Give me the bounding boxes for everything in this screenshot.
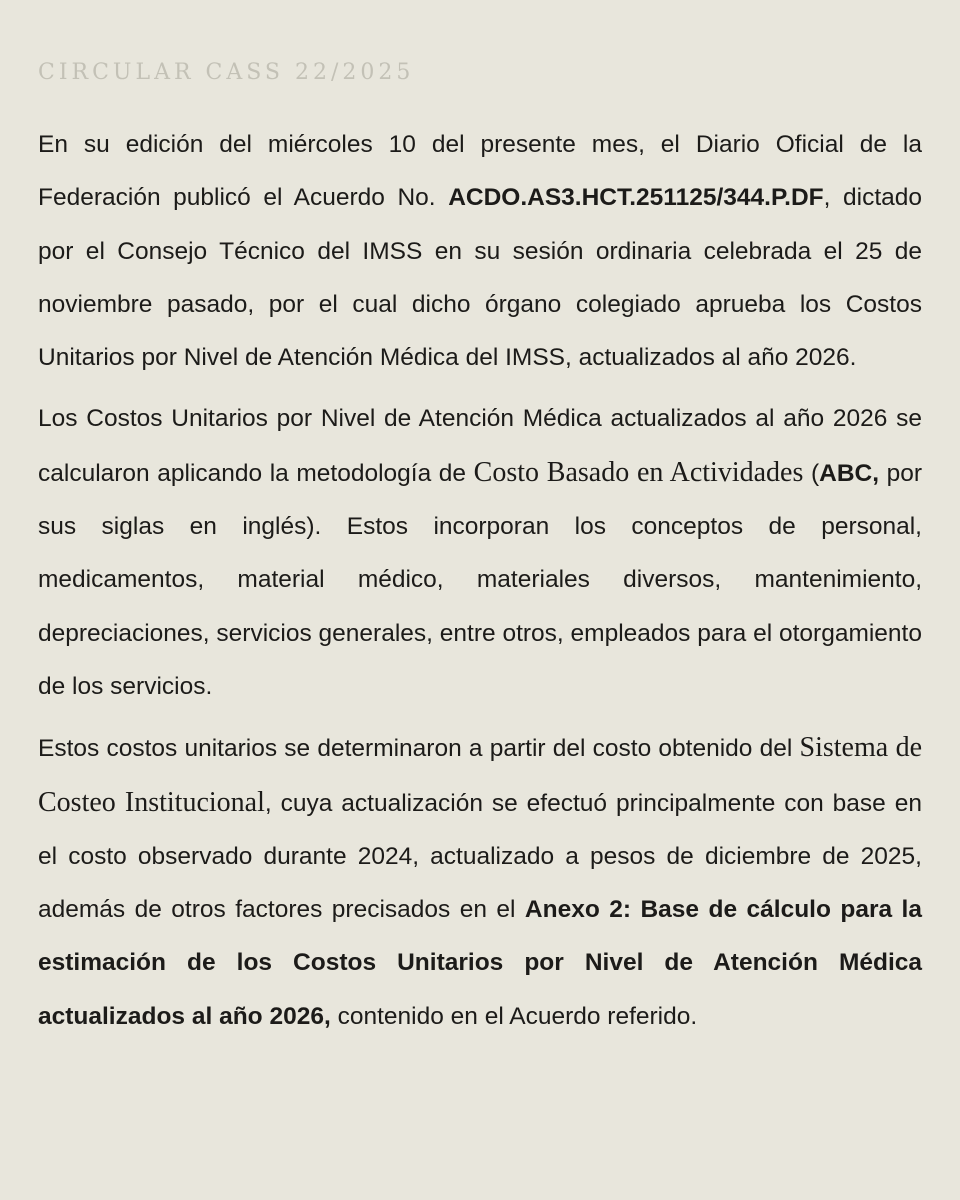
costing-system-name: Sistema de Costeo Institucional xyxy=(38,732,922,818)
methodology-name: Costo Basado en Actividades xyxy=(473,456,804,488)
paragraph-3-text-2: , cuya actualización se efectuó principalmente con base en el costo observado durante 2024, actualizado a pesos de diciembre de 2025, además de otros factores precisados en el xyxy=(38,789,922,924)
paragraph-3-text-1: Estos costos unitarios se determinaron a partir del costo obtenido del xyxy=(38,735,800,763)
agreement-number: ACDO.AS3.HCT.251125/344.P.DF xyxy=(448,184,824,212)
paragraph-1 xyxy=(38,118,922,384)
annex-2-title: Anexo 2: Base de cálculo para la estimación de los Costos Unitarios por Nivel de Atención Médica actualizados al año 2026, xyxy=(38,896,922,1030)
paragraph-2-text-3: por sus siglas en inglés). Estos incorporan los conceptos de personal, medicamentos, material médico, materiales diversos, mantenimiento, depreciaciones, servicios generales, entre otros, empleados para el otorgamiento de los servicios. xyxy=(38,459,923,700)
paragraph-2-text-2: ( xyxy=(803,459,820,487)
paragraph-2 xyxy=(38,392,922,713)
paragraph-1-text-2: , dictado por el Consejo Técnico del IMSS en su sesión ordinaria celebrada el 25 de noviembre pasado, por el cual dicho órgano colegiado aprueba los Costos Unitarios por Nivel de Atención Médica del IMSS, actualizados al año 2026. xyxy=(38,184,922,372)
document-body xyxy=(38,118,922,1043)
abc-acronym: ABC, xyxy=(819,459,880,487)
circular-heading: CIRCULAR CASS 22/2025 xyxy=(38,60,415,85)
paragraph-3-text-3: contenido en el Acuerdo referido. xyxy=(330,1002,698,1030)
paragraph-2-text-1: Los Costos Unitarios por Nivel de Atención Médica actualizados al año 2026 se calcularon aplicando la metodología de xyxy=(38,405,922,487)
paragraph-3 xyxy=(38,721,922,1043)
paragraph-1-text-1: En su edición del miércoles 10 del presente mes, el Diario Oficial de la Federación publicó el Acuerdo No. xyxy=(38,131,922,212)
